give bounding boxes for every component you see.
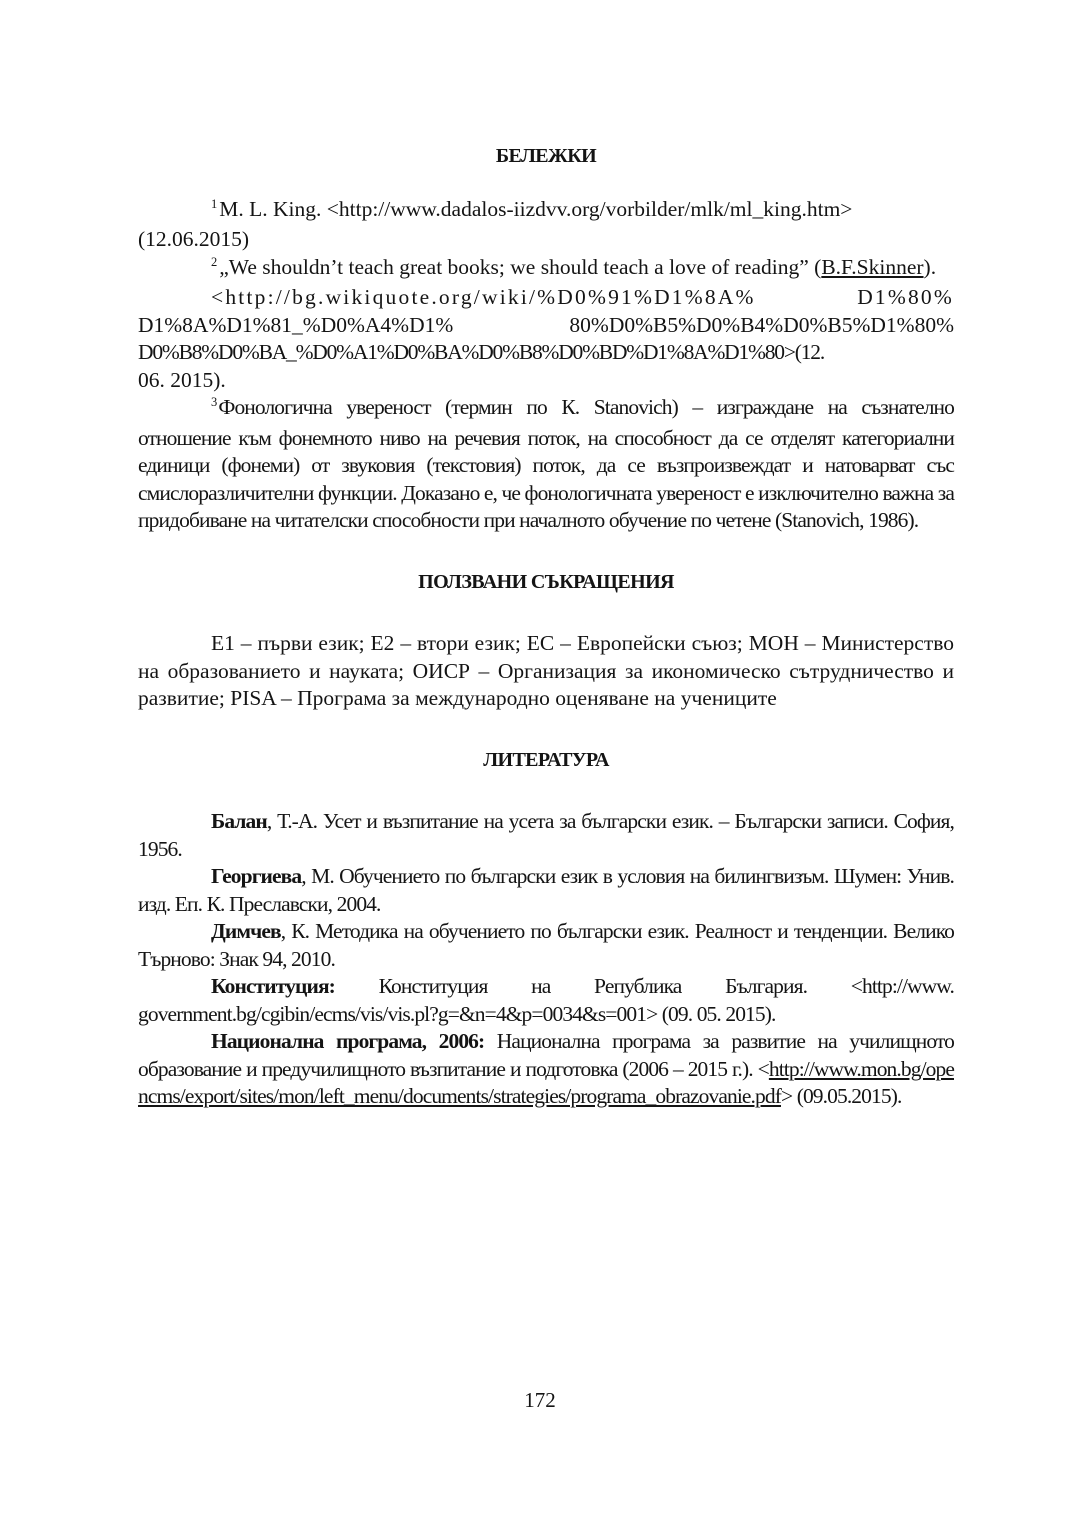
reference-1-author: Балан [211,809,267,833]
reference-5-link[interactable]: http://www.mon.bg/opencms/export/sites/mon/left_menu/documents/strategies/programa_obrazovanie.pdf [138,1056,954,1108]
footnote-1-text: M. L. King. <http://www.dadalos-iizdvv.org/vorbilder/mlk/ml_king.htm> [219,196,853,221]
footnote-1-number: 1 [211,196,218,211]
reference-1 [138,808,954,863]
reference-2-author: Георгиева [211,864,302,888]
literature-heading: ЛИТЕРАТУРА [483,748,609,771]
reference-3-author: Димчев [211,919,281,943]
page-content [138,143,954,1111]
reference-3-text: , К. Методика на обучението по български език. Реалност и тенденции. Велико Търново: Знак 94, 2010. [138,919,954,971]
reference-4-author: Конституция: [211,974,335,998]
footnote-3-text: Фонологична увереност (термин по К. Stanovich) – изграждане на съзнателно отношение към фонемното ниво на речевия поток, на способност да се отделят категориални единици (фонеми) от звуковия (текстовия) поток, да се възпроизвеждат и натоварват със смислоразличителни функции. Доказано е, че фонологичната увереност е изключително важна за придобиване на читателски способности при началното обучение по четене (Stanovich, 1986). [138,395,954,532]
footnote-2-url-line-2: D1%8A%D1%81_%D0%A4%D1% 80%D0%B5%D0%B4%D0%B5%D1%80% [138,312,954,337]
footnote-2-author-close: ). [923,254,937,279]
footnote-2-url-line-4: 06. 2015). [138,367,226,392]
footnote-2-url [138,284,954,394]
notes-heading: БЕЛЕЖКИ [495,145,597,167]
reference-5-text: Национална програма за развитие на училищното образование и предучилищното възпитание и подготовка (2006 – 2015 г.). < [138,1029,954,1081]
reference-5-author: Национална програма, 2006: [211,1029,485,1053]
reference-2 [138,863,954,918]
footnote-2-number: 2 [211,254,218,269]
footnote-2: $^2$„We shouldn’t teach great books; we should teach a love of reading” (B.F.Skinner). [211,254,937,279]
abbreviations-text: Е1 – първи език; Е2 – втори език; ЕС – Европейски съюз; МОН – Министерство на образованието и науката; ОИСР – Организация за икономическо сътрудничество и развитие; PISA – Програма за международно оценяване на учениците [138,631,954,710]
footnote-1 [138,196,954,254]
reference-4 [138,973,954,1028]
footnote-3 [138,394,954,535]
reference-4-text: Конституция на Република България. <http://www. government.bg/cgibin/ecms/vis/vis.pl?g=&n=4&p=0034&s=001> (09. 05. 2015). [138,974,954,1026]
footnote-2-author-link[interactable]: B.F.Skinner [821,254,924,279]
footnote-2-url-line-3: D0%B8%D0%BA_%D0%A1%D0%BA%D0%B8%D0%BD%D1%8A%D1%80>(12. [138,340,825,364]
reference-2-text: , М. Обучението по български език в условия на билингвизъм. Шумен: Унив. изд. Еп. К. Преславски, 2004. [138,864,954,916]
reference-5 [138,1028,954,1111]
reference-3 [138,918,954,973]
page-number: 172 [524,1388,556,1412]
footnote-1-date: (12.06.2015) [138,227,250,251]
footnote-3-number: 3 [211,395,217,409]
abbreviations-heading: ПОЛЗВАНИ СЪКРАЩЕНИЯ [418,570,674,593]
reference-5-tail: > (09.05.2015). [781,1084,902,1108]
footnote-2-quote: „We shouldn’t teach great books; we should teach a love of reading” [219,254,809,279]
footnote-2-url-line-1: <http://bg.wikiquote.org/wiki/%D0%91%D1%8A% D1%80% [211,285,954,309]
reference-1-text: , Т.-А. Усет и възпитание на усета за български език. – Български записи. София, 1956. [138,809,954,861]
